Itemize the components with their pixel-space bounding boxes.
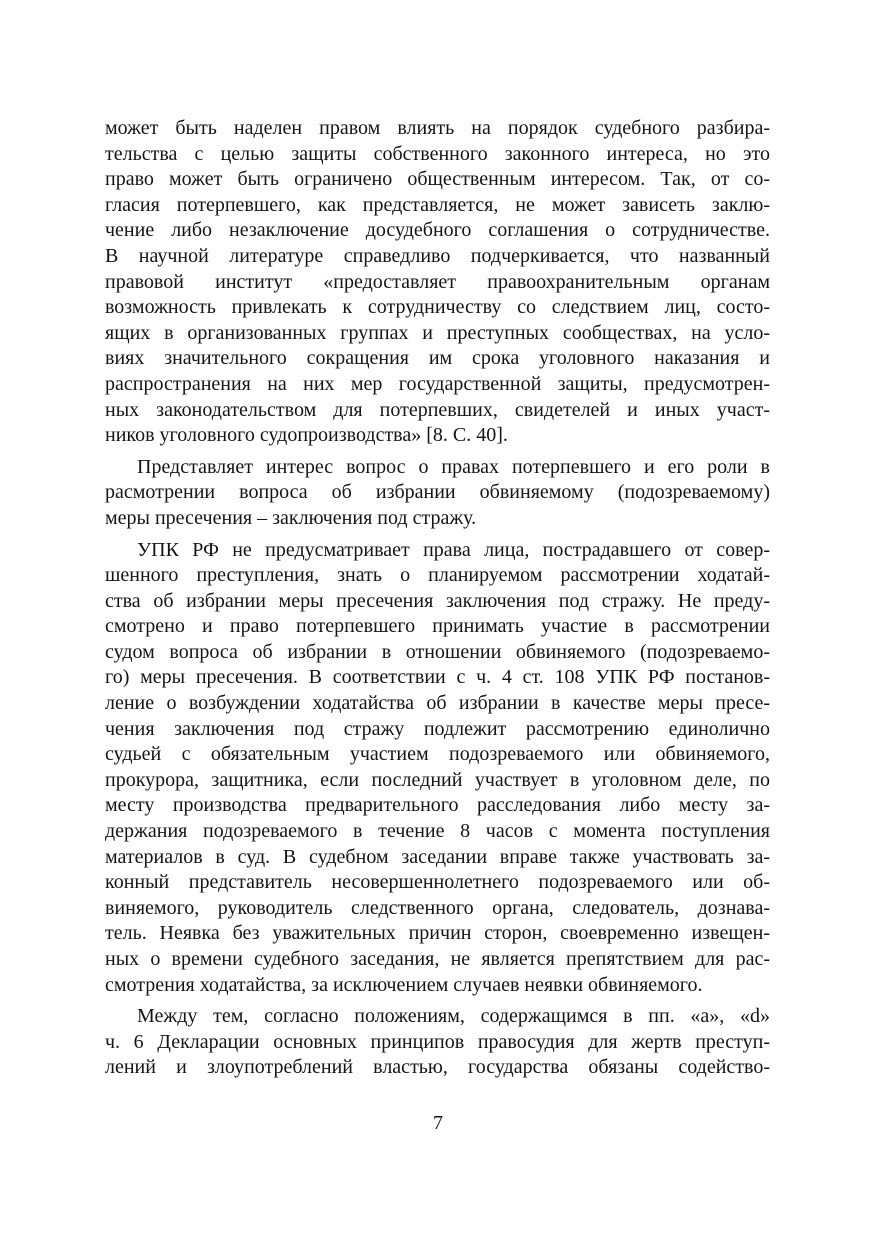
text-line: ных о времени судебного заседания, не является препятствием для рас- [105,948,770,970]
text-line: ч. 6 Декларации основных принципов правосудия для жертв преступ- [105,1030,770,1053]
text-line: ных законодательством для потерпевших, свидетелей и иных участ- [105,398,770,421]
text-line: го) меры пресечения. В соответствии с ч. 4 ст. 108 УПК РФ постанов- [105,666,770,689]
text-line: гласия потерпевшего, как представляется, не может зависеть заклю- [105,193,770,216]
paragraph-4 [105,1004,770,1081]
text-line: Представляет интерес вопрос о правах потерпевшего и его роли в [137,455,770,478]
text-line: Между тем, согласно положениям, содержащимся в пп. «а», «d» [137,1005,770,1028]
text-line: расмотрении вопроса об избрании обвиняемому (подозреваемому) [105,481,770,504]
text-line: материалов в суд. В судебном заседании вправе также участвовать за- [105,845,770,868]
paragraph-1 [105,116,770,449]
paragraph-3 [105,538,770,999]
text-line: тель. Неявка без уважительных причин сторон, своевременно извещен- [105,922,770,945]
text-line: чение либо незаключение досудебного соглашения о сотрудничестве. [105,219,770,242]
text-line: может быть наделен правом влиять на порядок судебного разбира- [105,117,770,139]
page-number: 7 [433,1112,443,1134]
text-line: судом вопроса об избрании в отношении обвиняемого (подозреваемо- [105,640,770,663]
text-line: ление о возбуждении ходатайства об избрании в качестве меры пресе- [105,692,770,715]
text-line: ников уголовного судопроизводства» [8. С. 40]. [105,424,508,447]
text-line: прокурора, защитника, если последний участвует в уголовном деле, по [105,768,770,791]
text-line: месту производства предварительного расследования либо месту за- [105,794,770,817]
text-line: чения заключения под стражу подлежит рассмотрению единолично [105,717,770,740]
text-line: смотрения ходатайства, за исключением случаев неявки обвиняемого. [105,973,703,996]
text-line: ства об избрании меры пресечения заключения под стражу. Не преду- [105,589,770,612]
text-line: держания подозреваемого в течение 8 часов с момента поступления [105,820,770,843]
text-line: В научной литературе справедливо подчеркивается, что названный [105,244,770,267]
text-line: конный представитель несовершеннолетнего подозреваемого или об- [105,871,770,894]
text-line: смотрено и право потерпевшего принимать участие в рассмотрении [105,615,770,638]
text-line: ящих в организованных группах и преступных сообществах, на усло- [105,321,770,344]
text-line: виняемого, руководитель следственного органа, следователь, дознава- [105,896,770,919]
text-line: возможность привлекать к сотрудничеству со следствием лиц, состо- [105,296,770,319]
text-line: право может быть ограничено общественным интересом. Так, от со- [105,168,770,191]
text-line: судьей с обязательным участием подозреваемого или обвиняемого, [105,743,770,766]
text-line: УПК РФ не предусматривает права лица, пострадавшего от совер- [137,538,770,561]
paragraph-2 [105,455,770,532]
text-line: правовой институт «предоставляет правоохранительным органам [105,270,770,293]
text-line: тельства с целью защиты собственного законного интереса, но это [105,142,770,165]
text-line: шенного преступления, знать о планируемом рассмотрении ходатай- [105,564,770,587]
text-line: виях значительного сокращения им срока уголовного наказания и [105,347,770,370]
text-line: меры пресечения – заключения под стражу. [105,506,477,529]
text-line: лений и злоупотреблений властью, государства обязаны содейство- [105,1056,770,1079]
body-text [105,116,770,1081]
text-line: распространения на них мер государственной защиты, предусмотрен- [105,372,770,395]
